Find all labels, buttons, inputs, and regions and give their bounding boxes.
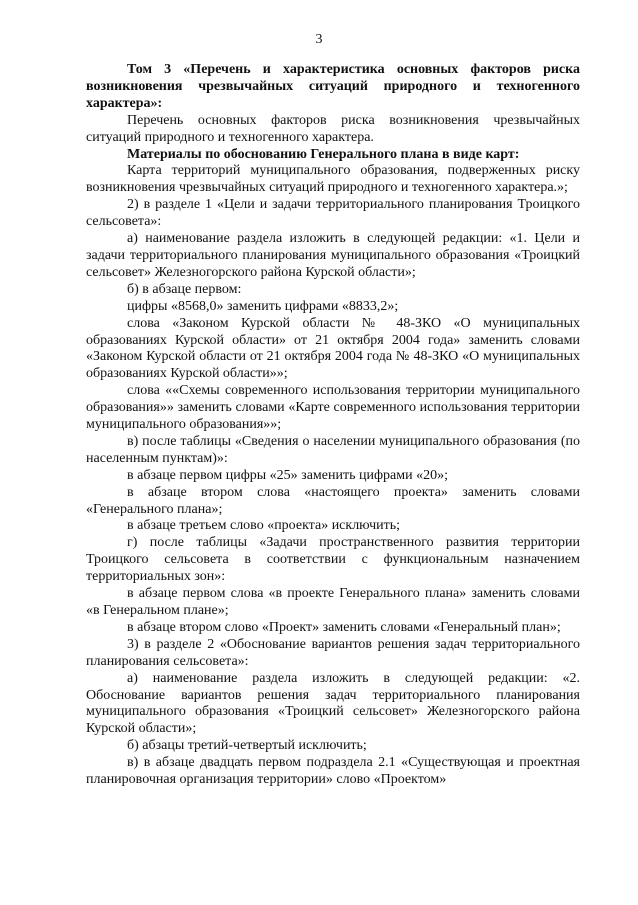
paragraph: в абзаце втором слово «Проект» заменить словами «Генеральный план»; (127, 619, 561, 635)
paragraph: б) абзацы третий-четвертый исключить; (127, 738, 367, 754)
paragraph: слова ««Схемы современного использования территории муниципального образования»» заменить словами «Карте современного использования территории муниципального образования»»; (86, 383, 580, 433)
paragraph: в абзаце третьем слово «проекта» исключить; (127, 518, 401, 534)
paragraph: б) в абзаце первом: (127, 281, 242, 297)
section-heading: Том 3 «Перечень и характеристика основных факторов риска возникновения чрезвычайных ситуаций природного и техногенного характера»: (86, 62, 580, 111)
paragraph: в) после таблицы «Сведения о населении муниципального образования (по населенным пунктам)»: (86, 433, 580, 466)
paragraph: в абзаце первом слова «в проекте Генерального плана» заменить словами «в Генеральном плане»; (86, 586, 580, 618)
paragraph: цифры «8568,0» заменить цифрами «8833,2»; (127, 298, 399, 314)
paragraph: в абзаце втором слова «настоящего проекта» заменить словами «Генерального плана»; (86, 484, 580, 517)
paragraph: 3) в разделе 2 «Обоснование вариантов решения задач территориального планирования сельсовета»: (86, 636, 580, 669)
section-heading: Материалы по обоснованию Генерального плана в виде карт: (127, 146, 520, 162)
paragraph: а) наименование раздела изложить в следующей редакции: «2. Обоснование вариантов решения задач территориального планирования муниципального образования «Троицкий сельсовет» Железногорского района Курской области»; (86, 670, 580, 737)
document-body (86, 62, 580, 789)
paragraph: Перечень основных факторов риска возникновения чрезвычайных ситуаций природного и техногенного характера. (86, 112, 580, 145)
paragraph: Карта территорий муниципального образования, подверженных риску возникновения чрезвычайных ситуаций природного и техногенного характера.»; (86, 163, 580, 196)
paragraph: 2) в разделе 1 «Цели и задачи территориального планирования Троицкого сельсовета»: (86, 197, 580, 230)
paragraph: слова «Законом Курской области № 48-ЗКО «О муниципальных образованиях Курской области» от 21 октября 2004 года» заменить словами «Законом Курской области от 21 октября 2004 года № 48-ЗКО «О муниципальных образованиях Курской области»»; (86, 315, 580, 382)
page-number: 3 (315, 32, 323, 47)
paragraph: г) после таблицы «Задачи пространственного развития территории Троицкого сельсовета в соответствии с функциональным назначением территориальных зон»: (86, 535, 580, 585)
paragraph: в) в абзаце двадцать первом подраздела 2.1 «Существующая и проектная планировочная организация территории» слово «Проектом» (86, 755, 580, 788)
paragraph: в абзаце первом цифры «25» заменить цифрами «20»; (127, 467, 448, 483)
paragraph: а) наименование раздела изложить в следующей редакции: «1. Цели и задачи территориального планирования муниципального образования «Троицкий сельсовет» Железногорского района Курской области»; (86, 231, 580, 280)
